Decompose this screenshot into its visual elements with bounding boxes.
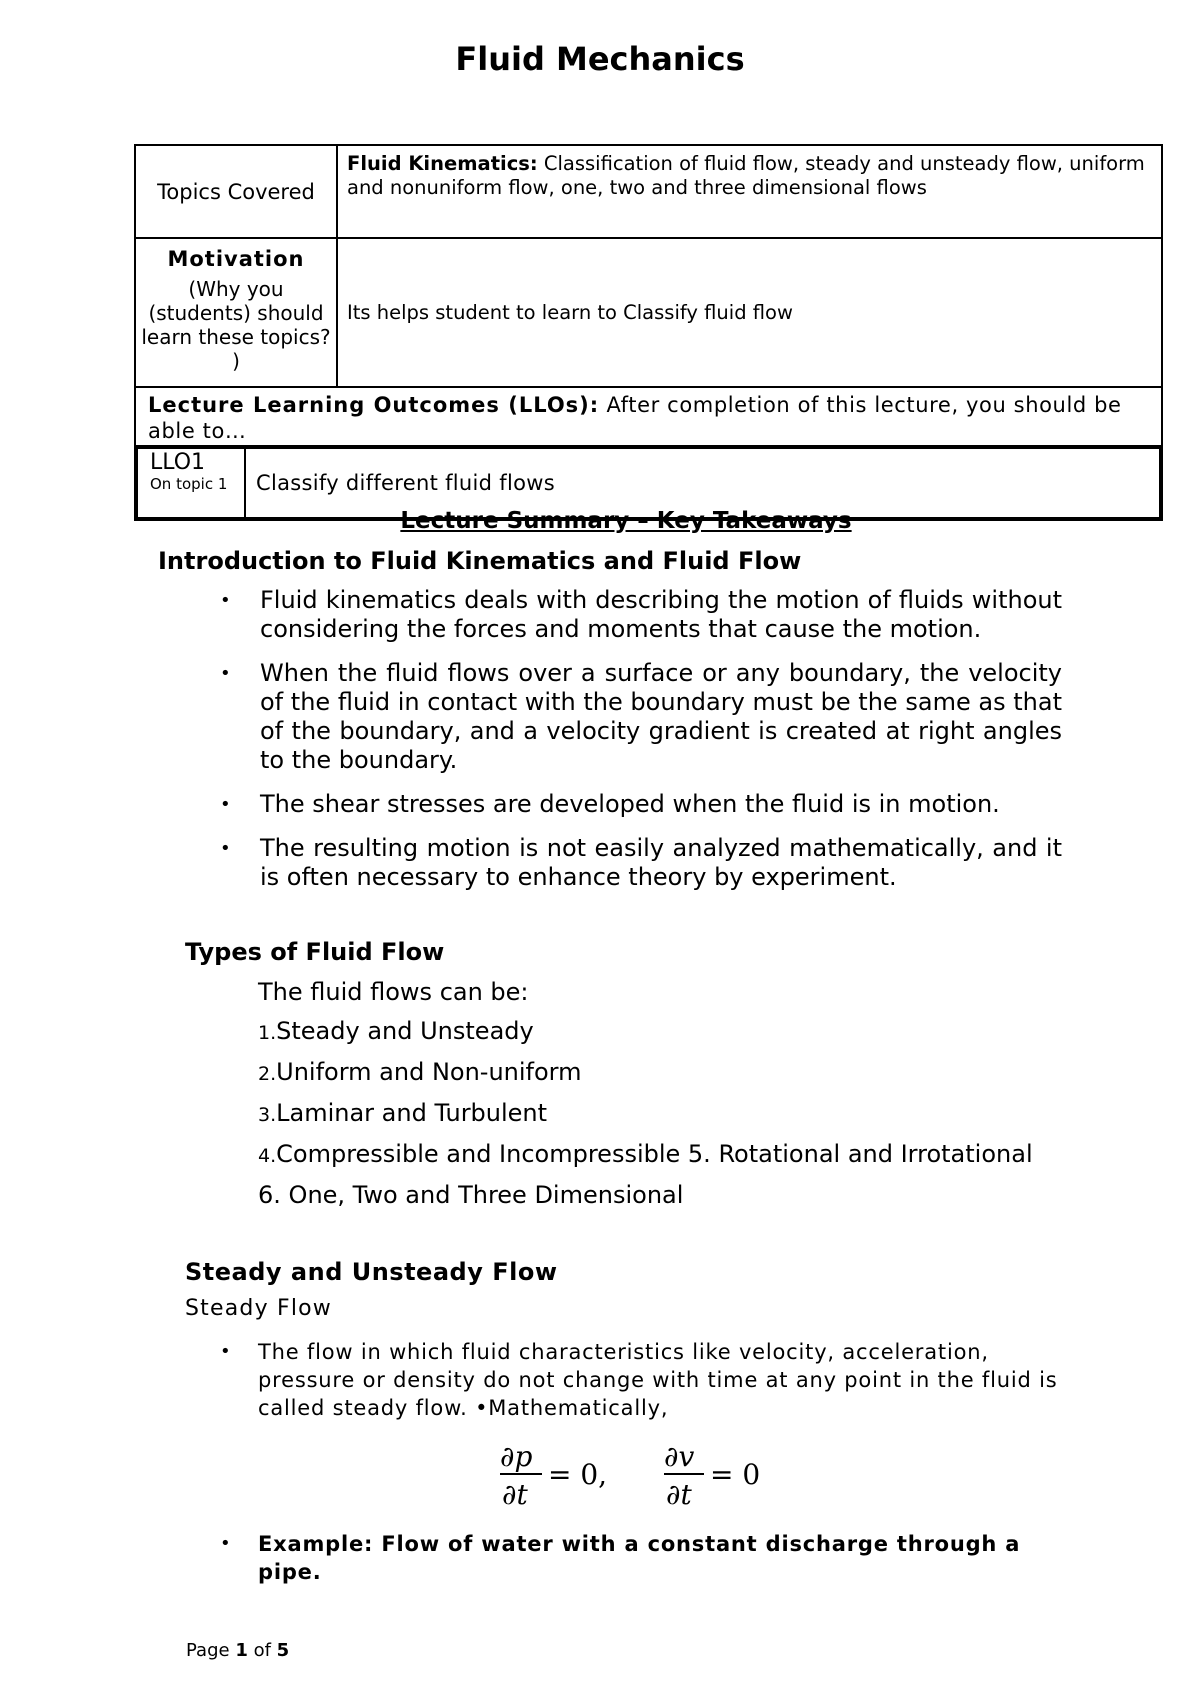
bullet-icon: • [220, 1533, 232, 1554]
bullet-icon: • [220, 838, 231, 859]
eq1-rhs: = 0, [548, 1458, 608, 1491]
item-text: Compressible and Incompressible 5. Rotational and Irrotational [276, 1140, 1033, 1168]
bullet-icon: • [220, 663, 231, 684]
item-number: 6. [258, 1181, 281, 1209]
list-item [258, 1058, 1033, 1099]
lecture-info-table [134, 144, 1163, 521]
list-item [200, 834, 1062, 892]
item-number: 1. [258, 1022, 277, 1044]
eq2-numerator: ∂v [664, 1440, 695, 1473]
bullet-text: Fluid kinematics deals with describing the motion of fluids without considering the forces and moments that cause the motion. [260, 586, 1062, 643]
motivation-title: Motivation [167, 247, 305, 271]
llo1-topic: On topic 1 [150, 475, 228, 493]
page-mid: of [247, 1640, 277, 1661]
page-current: 1 [235, 1640, 248, 1661]
motivation-label-cell [135, 238, 337, 387]
item-text: Laminar and Turbulent [276, 1099, 548, 1127]
steady-flow-heading: Steady Flow [185, 1296, 333, 1321]
page-total: 5 [276, 1640, 290, 1661]
item-number: 2. [258, 1063, 277, 1085]
list-item [200, 586, 1062, 644]
bullet-icon: • [220, 1341, 232, 1362]
page-prefix: Page [186, 1640, 236, 1661]
summary-heading: Lecture Summary – Key Takeaways [400, 508, 852, 534]
list-item [258, 1099, 1033, 1140]
example-bullet-list [200, 1530, 1080, 1586]
types-list [258, 1017, 1033, 1222]
llo1-id: LLO1 [150, 450, 206, 475]
item-text: Steady and Unsteady [276, 1017, 534, 1045]
bullet-icon: • [220, 794, 231, 815]
bullet-text: The shear stresses are developed when the fluid is in motion. [260, 790, 1000, 818]
item-text: One, Two and Three Dimensional [288, 1181, 684, 1209]
topics-covered-content [337, 145, 1162, 238]
document-title: Fluid Mechanics [455, 40, 745, 78]
page-footer [186, 1640, 289, 1661]
eq1-numerator: ∂p [500, 1440, 533, 1473]
item-text: Uniform and Non-uniform [276, 1058, 582, 1086]
item-number: 4. [258, 1145, 277, 1167]
steady-unsteady-heading: Steady and Unsteady Flow [185, 1258, 558, 1286]
llo-bold-label: Lecture Learning Outcomes (LLOs): [148, 393, 600, 417]
eq2-denominator: ∂t [666, 1478, 692, 1510]
list-item [200, 1530, 1080, 1586]
types-intro: The fluid flows can be: [258, 978, 529, 1006]
list-item [200, 790, 1062, 819]
item-number: 3. [258, 1104, 277, 1126]
llo-header-text: After completion of this lecture, you should be able to… [148, 393, 1122, 443]
eq2-rhs: = 0 [710, 1458, 761, 1491]
intro-bullet-list [200, 586, 1062, 907]
eq1-denominator: ∂t [502, 1478, 528, 1510]
steady-flow-equation [496, 1440, 776, 1510]
steady-bullet-list [200, 1338, 1080, 1422]
bullet-text: The resulting motion is not easily analyzed mathematically, and it is often necessary to enhance theory by experiment. [260, 834, 1062, 891]
topics-bold-label: Fluid Kinematics: [347, 152, 538, 175]
topics-text: Classification of fluid flow, steady and unsteady flow, uniform and nonuniform flow, one, two and three dimensional flows [347, 152, 1145, 199]
bullet-icon: • [220, 590, 231, 611]
intro-heading: Introduction to Fluid Kinematics and Fluid Flow [158, 547, 802, 575]
topics-covered-label: Topics Covered [135, 145, 337, 238]
types-heading: Types of Fluid Flow [185, 938, 445, 966]
bullet-text: When the fluid flows over a surface or any boundary, the velocity of the fluid in contact with the boundary must be the same as that of the boundary, and a velocity gradient is created at right angles to the boundary. [260, 659, 1062, 774]
motivation-content: Its helps student to learn to Classify fluid flow [337, 238, 1162, 387]
bullet-text: The flow in which fluid characteristics like velocity, acceleration, pressure or density do not change with time at any point in the fluid is called steady flow. •Mathematically, [258, 1340, 1058, 1420]
list-item [200, 1338, 1080, 1422]
list-item [258, 1140, 1033, 1181]
motivation-subtitle: (Why you (students) should learn these topics? ) [141, 277, 331, 373]
bullet-text: Example: Flow of water with a constant discharge through a pipe. [258, 1532, 1021, 1584]
llo-header [135, 387, 1162, 446]
list-item [258, 1017, 1033, 1058]
list-item [258, 1181, 1033, 1222]
list-item [200, 659, 1062, 775]
llo1-text: Classify different fluid flows [245, 448, 1160, 518]
